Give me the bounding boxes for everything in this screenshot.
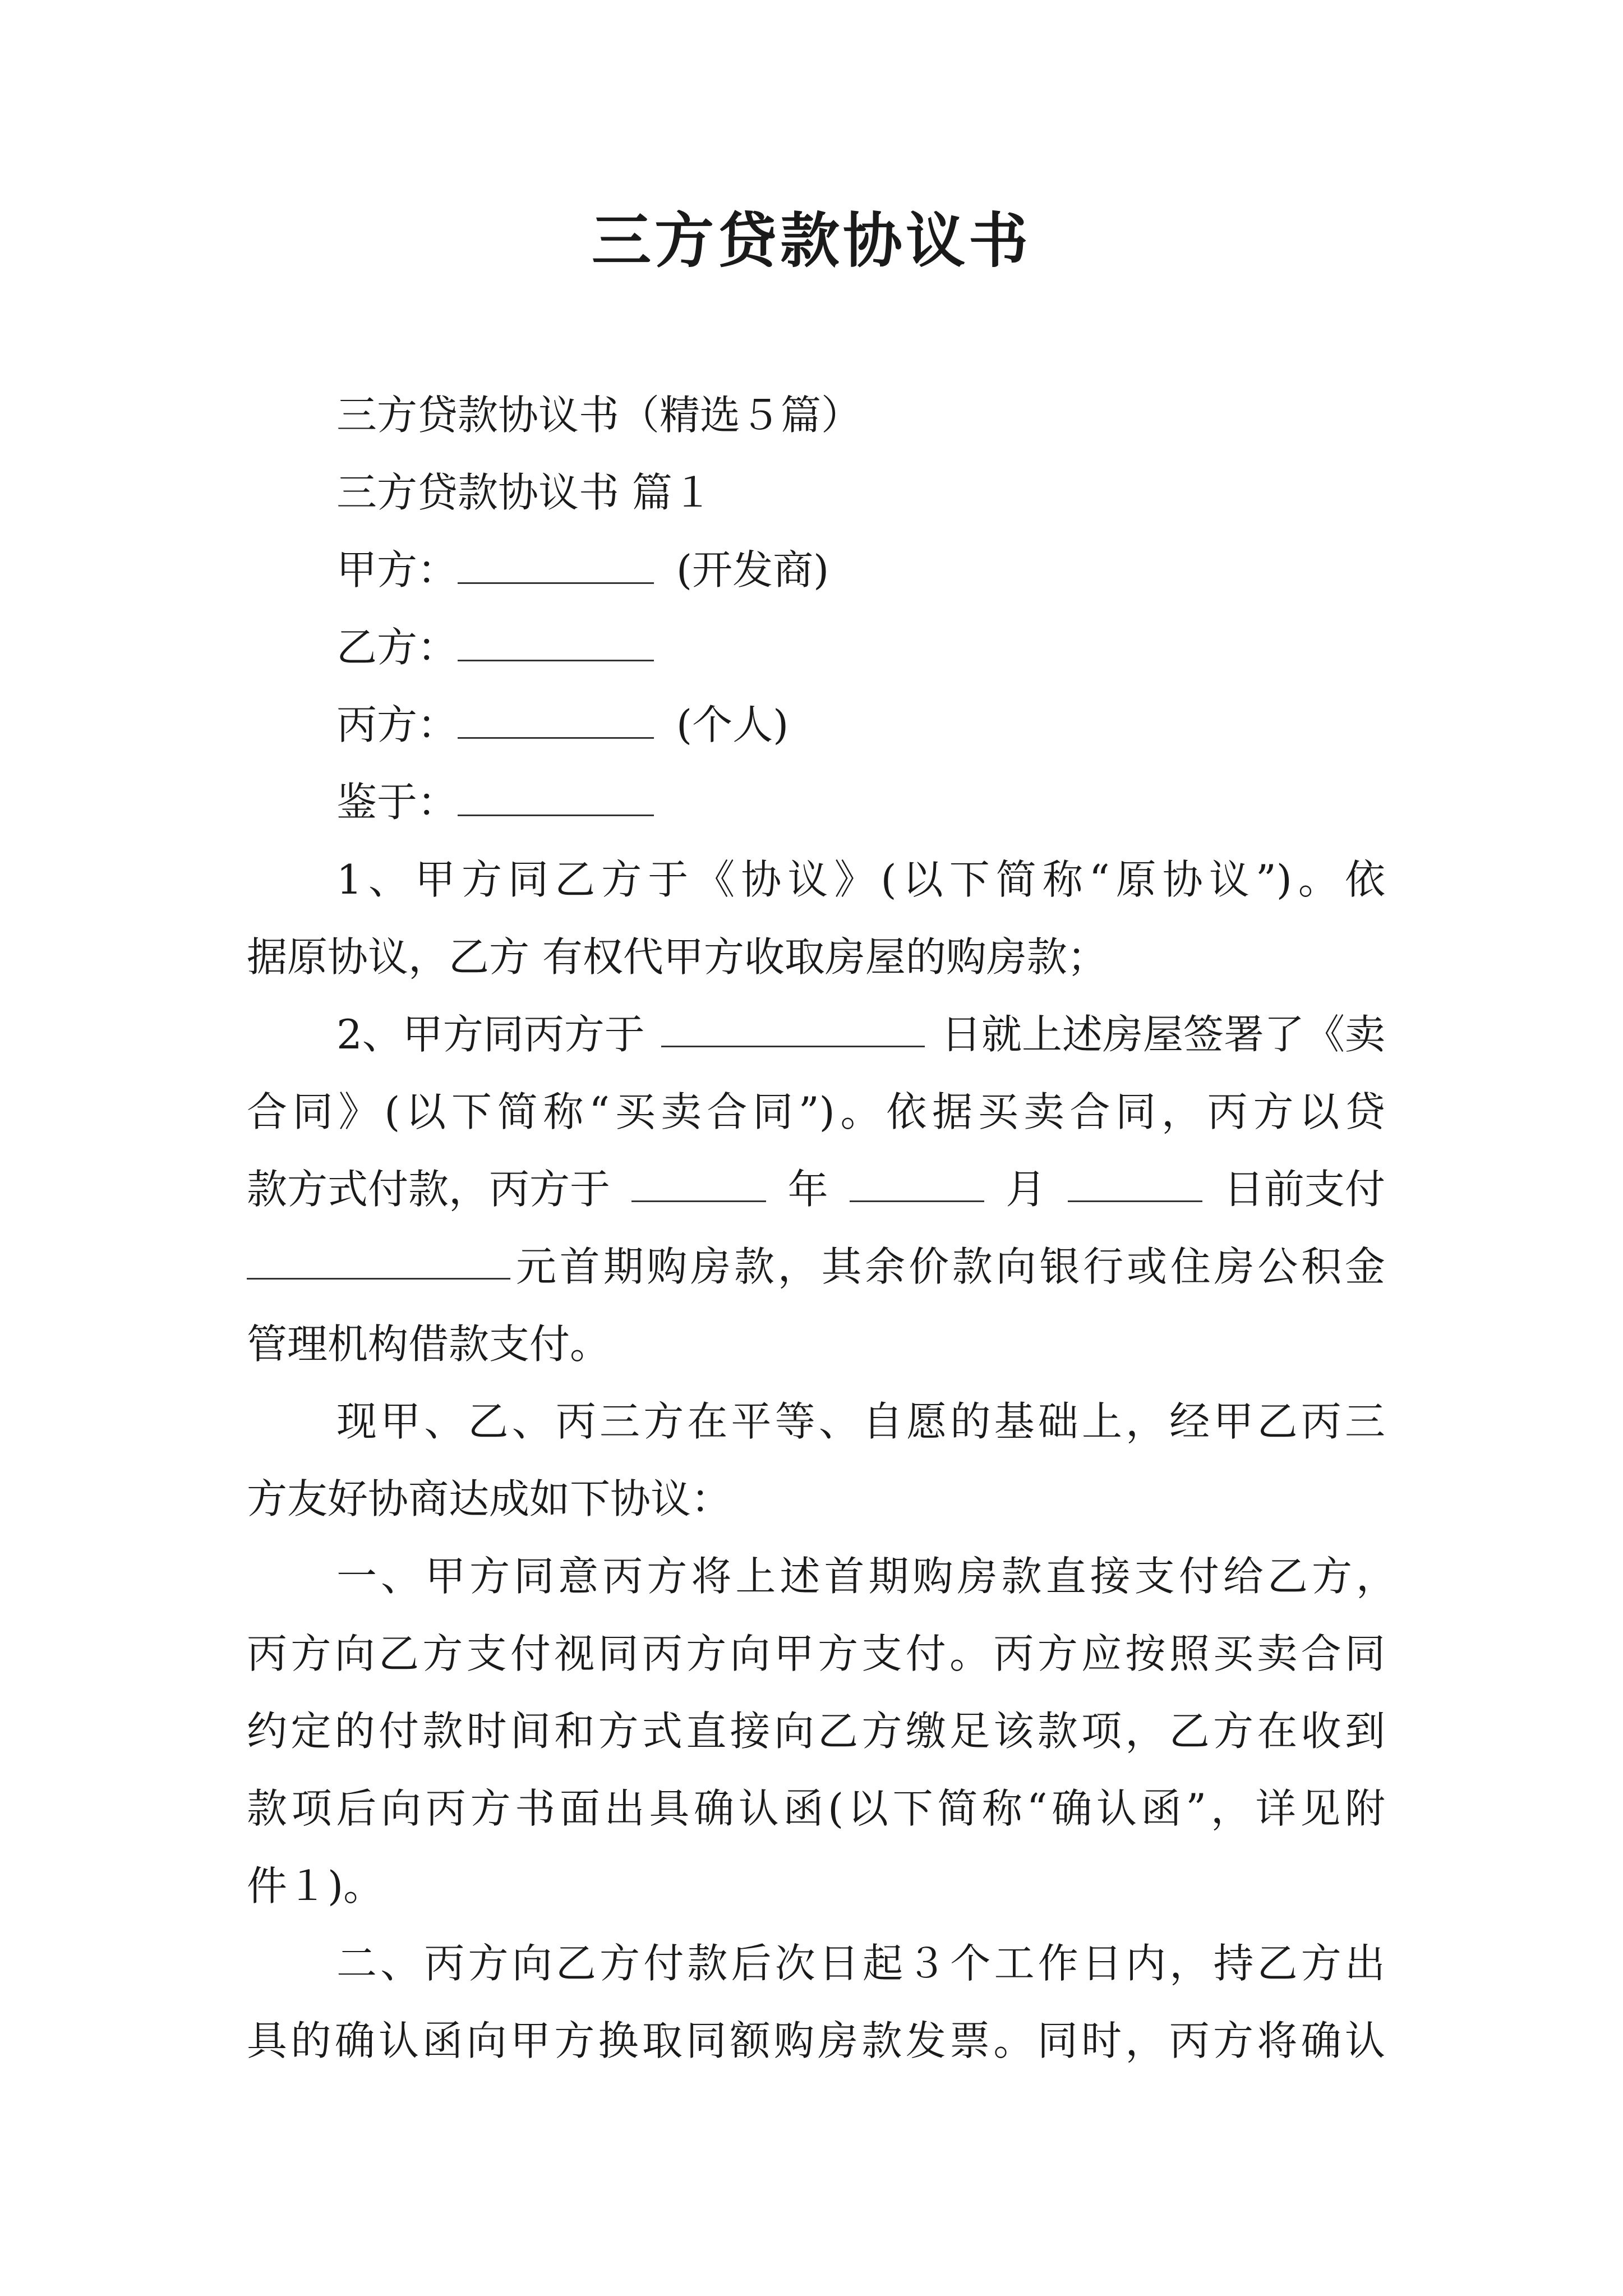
p3-line-2: 方友好协商达成如下协议：	[247, 1475, 732, 1522]
p4-line-3: 约定的付款时间和方式直接向乙方缴足该款项，乙方在收到	[247, 1708, 1385, 1755]
p5-line-1: 二、丙方向乙方付款后次日起３个工作日内，持乙方出	[336, 1940, 1385, 1987]
year-label: 年	[787, 1166, 828, 1213]
party-a-note: (开发商)	[676, 546, 829, 593]
p1-line-1: 1、甲方同乙方于《协议》(以下简称“原协议”)。依	[336, 856, 1385, 903]
party-a-blank	[458, 543, 654, 584]
month-blank	[850, 1161, 984, 1202]
down-payment-blank	[247, 1239, 510, 1280]
party-b-line	[336, 619, 654, 675]
p2-line-3-b: 日前支付	[1223, 1166, 1385, 1213]
p2-line-4-text: 元首期购房款，其余价款向银行或住房公积金	[516, 1243, 1385, 1290]
p1-line-2: 据原协议，乙方 有权代甲方收取房屋的购房款；	[247, 933, 1108, 981]
whereas-label: 鉴于：	[336, 779, 458, 826]
party-b-blank	[458, 620, 654, 661]
p2-line-2: 合同》(以下简称“买卖合同”)。依据买卖合同，丙方以贷	[247, 1088, 1385, 1135]
p2-line-3	[247, 1161, 1385, 1217]
p4-line-2: 丙方向乙方支付视同丙方向甲方支付。丙方应按照买卖合同	[247, 1630, 1385, 1677]
day-blank	[1068, 1161, 1202, 1202]
whereas-line	[336, 774, 654, 830]
party-c-label: 丙方：	[336, 701, 458, 748]
party-a-label: 甲方：	[336, 546, 458, 593]
year-blank	[631, 1161, 766, 1202]
p2-line-4	[247, 1239, 1385, 1295]
p2-line-1	[336, 1006, 1385, 1062]
p3-line-1: 现甲、乙、丙三方在平等、自愿的基础上，经甲乙丙三	[336, 1398, 1385, 1445]
p5-line-2: 具的确认函向甲方换取同额购房款发票。同时，丙方将确认	[247, 2017, 1385, 2064]
p2-line-1-a: 2、甲方同丙方于	[336, 1011, 645, 1058]
whereas-blank	[458, 775, 654, 816]
month-label: 月	[1006, 1166, 1046, 1213]
document-title: 三方贷款协议书	[592, 206, 1031, 275]
p2-line-1-b: 日就上述房屋签署了《卖	[940, 1011, 1385, 1058]
party-b-label: 乙方：	[336, 624, 458, 671]
party-c-line	[336, 697, 789, 753]
party-a-line	[336, 542, 829, 598]
subtitle: 三方贷款协议书（精选５篇）	[336, 392, 862, 439]
p4-line-4: 款项后向丙方书面出具确认函(以下简称“确认函”，详见附	[247, 1785, 1385, 1832]
party-c-blank	[458, 698, 654, 739]
p2-line-5: 管理机构借款支付。	[247, 1320, 611, 1368]
p4-line-5: 件１)。	[247, 1862, 384, 1910]
p2-date-blank	[661, 1006, 925, 1047]
section-heading: 三方贷款协议书 篇１	[336, 469, 713, 516]
party-c-note: (个人)	[676, 701, 789, 748]
p2-line-3-a: 款方式付款，丙方于	[247, 1166, 611, 1213]
p4-line-1: 一、甲方同意丙方将上述首期购房款直接支付给乙方，	[336, 1553, 1396, 1600]
